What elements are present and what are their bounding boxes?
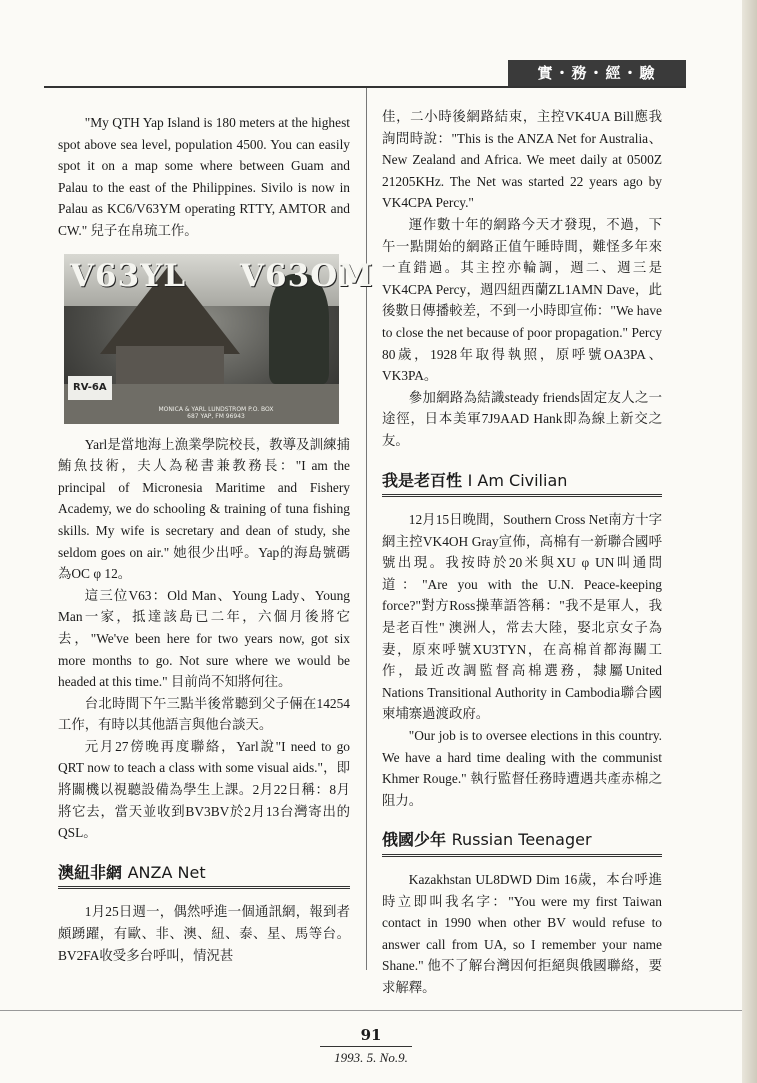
paragraph-continued: 佳，二小時後網路結束，主控VK4UA Bill應我詢問時說："This is the ANZA Net for Australia、New Zealand and Africa. We meet daily at 0500Z 21205KHz. The Net was started 22 years ago by VK4CPA Percy." (382, 109, 662, 211)
page-number: 91 (360, 1026, 382, 1044)
qsl-callsign-right: V63OM (240, 257, 374, 294)
heading-russian-zh: 俄國少年 (382, 830, 447, 850)
qsl-card-photo (64, 254, 374, 424)
heading-civilian-en: I Am Civilian (467, 470, 568, 490)
qsl-address: MONICA & YARL LUNDSTROM P.O. BOX 687 YAP, FM 96943 (158, 405, 274, 420)
header-rule (44, 86, 686, 88)
page-number-rule (320, 1046, 412, 1047)
heading-anza-net (58, 862, 350, 890)
paragraph-v63: 這三位V63：Old Man、Young Lady、Young Man一家，抵達該島已二年，六個月後將它去，"We've been here for two years now, got six more months to go. Not sure where we would be headed at this time." 目前尚不知將何往。 (58, 587, 350, 690)
heading-russian-en: Russian Teenager (451, 830, 592, 850)
paragraph-jan25: 1月25日週一，偶然呼進一個通訊網，報到者頗踴躍，有歐、非、澳、紐、泰、星、馬等台。BV2FA收受多台呼叫，情況甚 (58, 904, 350, 963)
heading-russian-teen (382, 829, 662, 857)
quote-paragraph: "My QTH Yap Island is 180 meters at the highest spot above sea level, population 4500. You can easily spot it on a map some where between Guam and Palau to the east of the Philippines. Sivilo is now in Palau as KC6/V63YM operating RTTY, AMTOR and CW." 兒子在帛琉工作。 (58, 115, 350, 238)
left-column (58, 112, 374, 966)
hut-body (116, 346, 224, 386)
paragraph-job: "Our job is to oversee elections in this country. We have a hard time dealing with the communist Khmer Rouge." 執行監督任務時遭遇共產赤棉之阻力。 (382, 728, 662, 808)
paragraph-kazakhstan: Kazakhstan UL8DWD Dim 16歲，本台呼進時立即叫我名字："You were my first Taiwan contact in 1990 when other BV would refuse to answer call from UA, so I remember your name Shane." 他不了解台灣因何拒絕與俄國聯絡，要求解釋。 (382, 872, 662, 995)
heading-civilian (382, 470, 662, 498)
right-column (382, 106, 662, 999)
paragraph-yarl: Yarl是當地海上漁業學院校長，教導及訓練捕鮪魚技術，夫人為秘書兼教務長："I am the principal of Micronesia Maritime and Fishery Academy, we do schooling & training of tuna fishing skills. My wife is secretary and dean of study, she seldom goes on air." 她很少出呼。Yap的海島號碼為OC φ 12。 (58, 436, 350, 582)
heading-civilian-zh: 我是老百性 (382, 470, 463, 490)
column-divider (366, 88, 367, 970)
qsl-callsign-left: V63YL (70, 257, 187, 294)
footer-rule (0, 1010, 742, 1011)
paragraph-join: 參加網路為結識steady friends固定友人之一途徑，日本美軍7J9AAD Hank即為線上新交之友。 (382, 389, 662, 448)
page-edge-shadow (742, 0, 757, 1083)
heading-anza-en: ANZA Net (127, 862, 206, 882)
section-banner: 實・務・經・驗 (508, 60, 686, 86)
paragraph-taipei: 台北時間下午三點半後常聽到父子倆在14254工作，有時以其他語言與他台談天。 (58, 695, 350, 733)
issue-label: 1993. 5. No.9. (334, 1050, 408, 1065)
heading-anza-zh: 澳紐非網 (58, 862, 123, 882)
paragraph-decades: 運作數十年的網路今天才發現，不過，下午一點開始的網路正值午睡時間，難怪多年來一直錯過。其主控亦輪調，週二、週三是VK4CPA Percy，週四紐西蘭ZL1AMN Dave，此後數日傳播較差，不到一小時即宣佈："We have to close the net because of poor propagation." Percy 80歲，1928年取得執照，原呼號OA3PA、VK3PA。 (382, 216, 662, 384)
paragraph-dec15: 12月15日晚間，Southern Cross Net南方十字網主控VK4OH Gray宣佈，高棉有一新聯合國呼號出現。我按時於20米與XU φ UN叫通問道："Are you with the U.N. Peace-keeping force?"對方Ross操華語答稱："我不是軍人，我是老百性" 澳洲人，常去大陸，娶北京女子為妻，原來呼號XU3TYN，在高棉首都海關工作，最近改調監督高棉選務，隸屬United Nations Transitional Authority in Cambodia聯合國柬埔寨過渡政府。 (382, 512, 662, 722)
paragraph-jan27: 元月27傍晚再度聯絡，Yarl說"I need to go QRT now to teach a class with some visual aids."，即將關機以視聽設備為學生上課。2月22日稱：8月將它去，當天並收到BV3BV於2月13台灣寄出的QSL。 (58, 738, 350, 841)
qsl-sticker: RV-6A (68, 376, 112, 400)
